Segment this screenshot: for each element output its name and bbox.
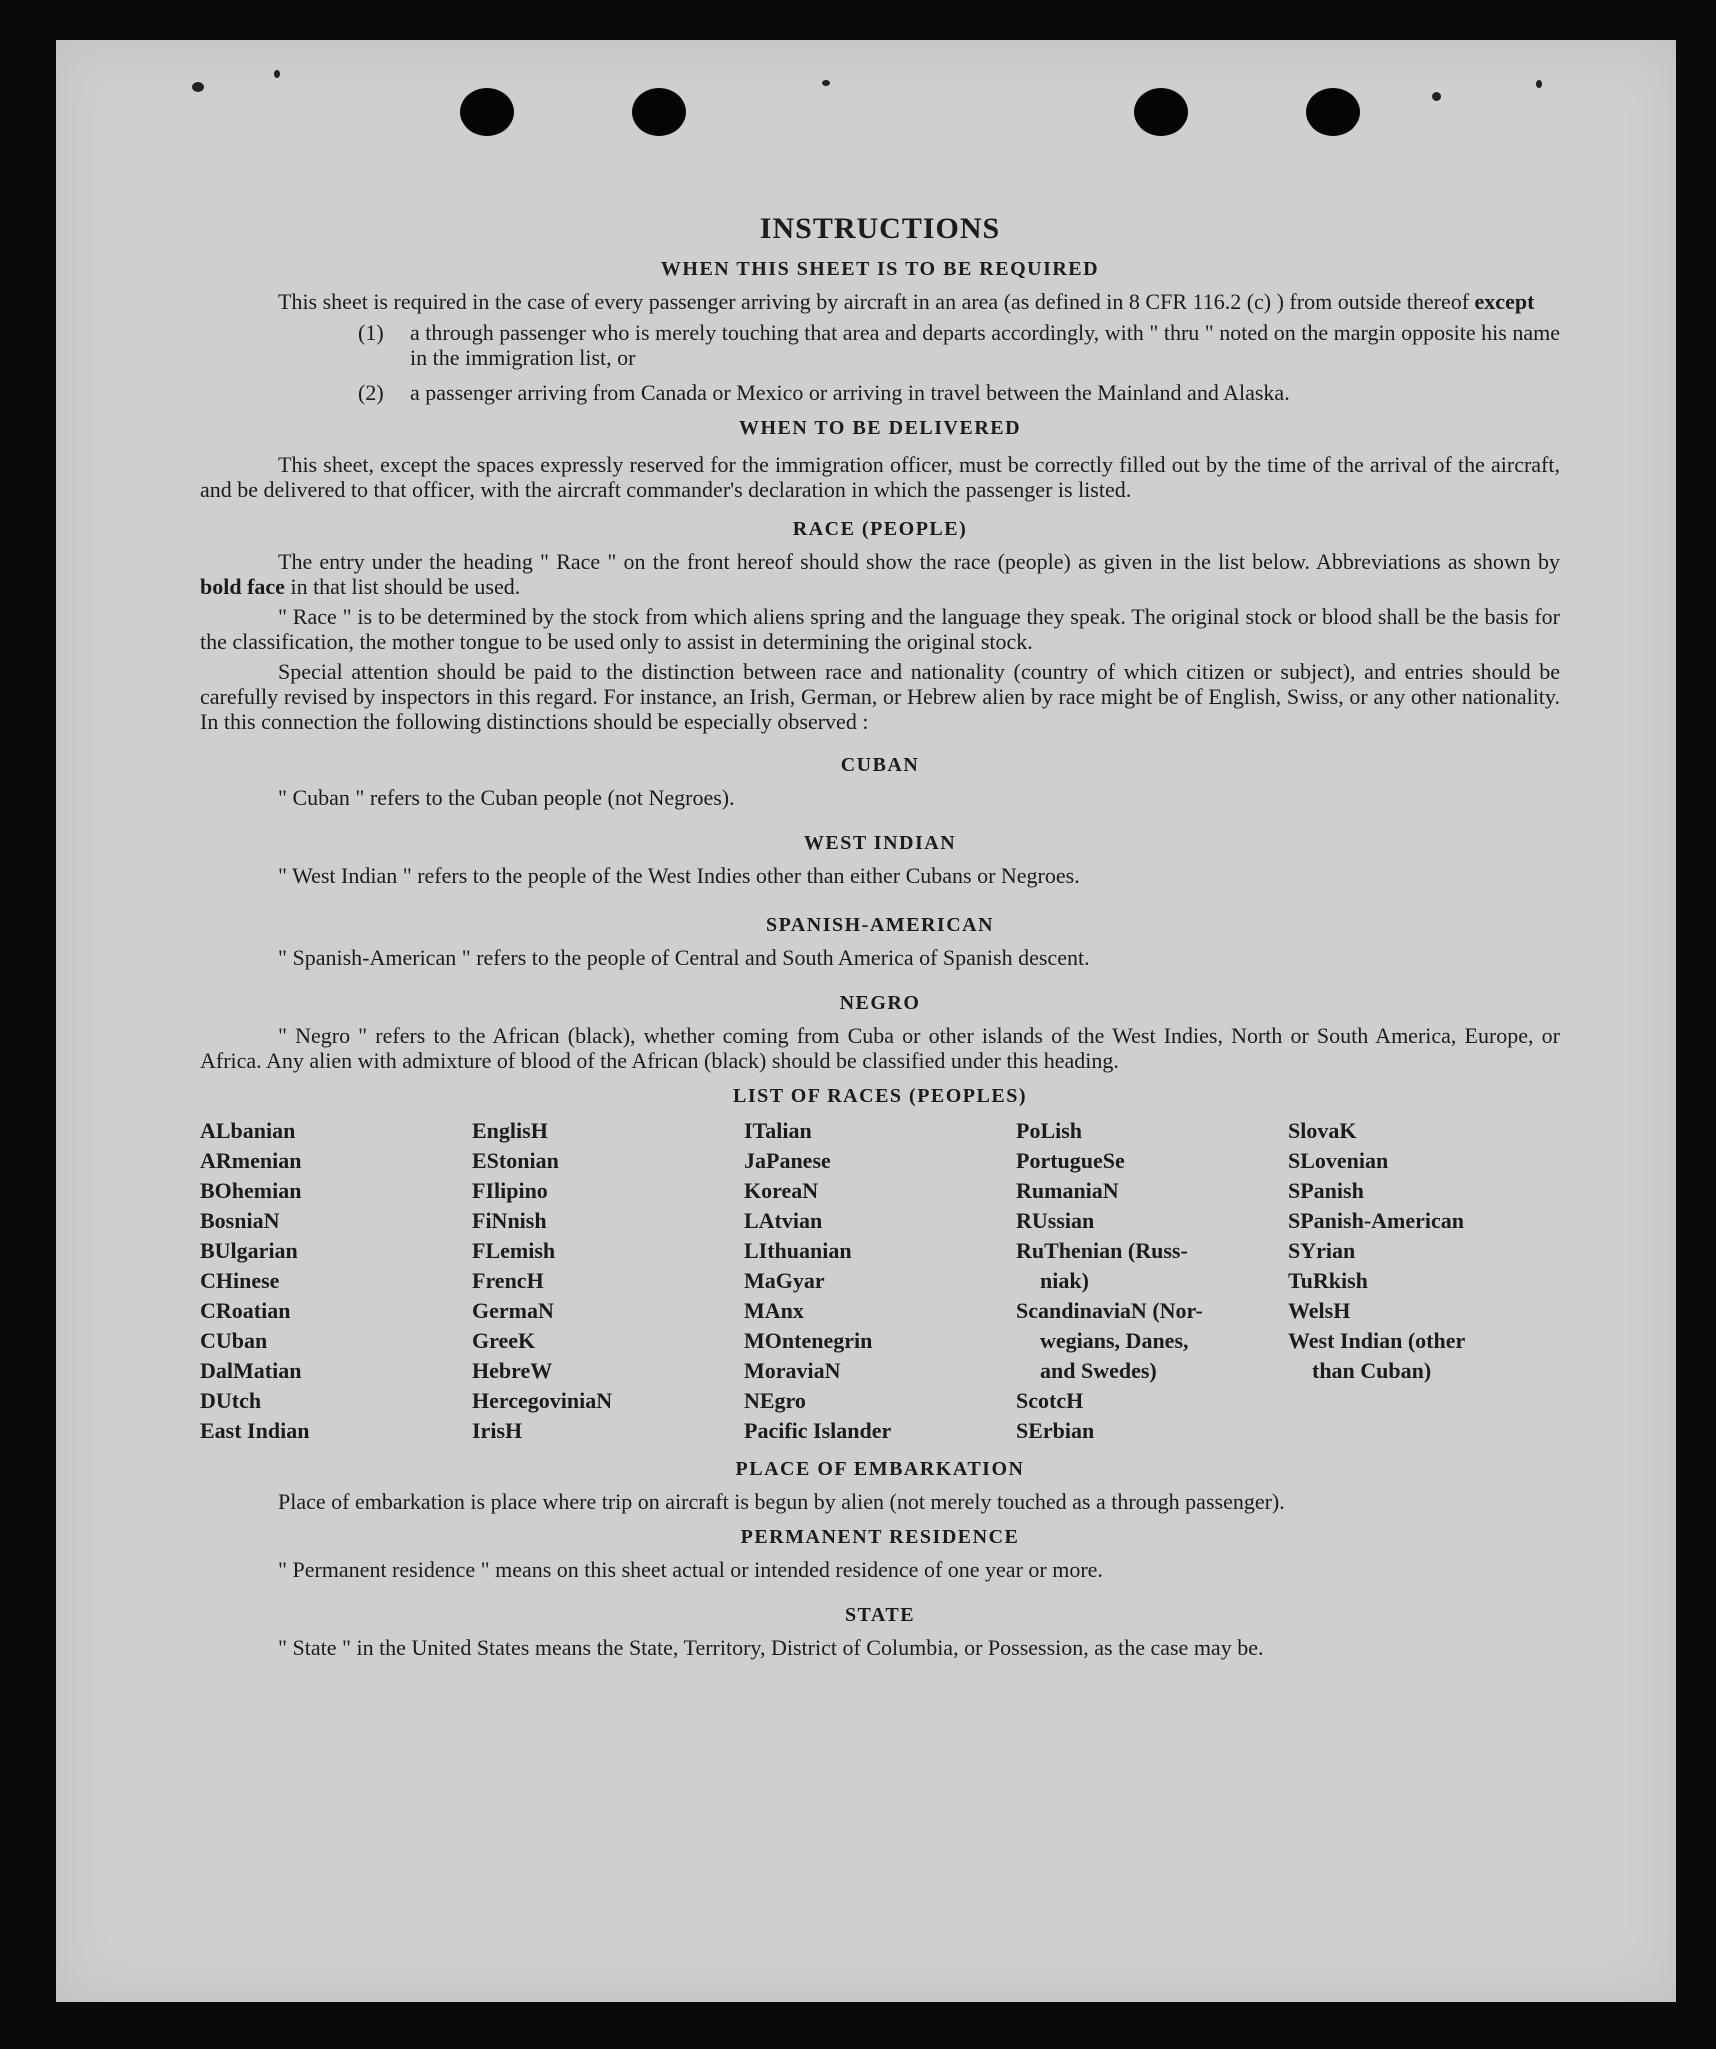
race-entry: TuRkish xyxy=(1288,1268,1368,1293)
punch-hole xyxy=(1134,88,1188,136)
race-paragraph-2: " Race " is to be determined by the stock from which aliens spring and the language they speak. The original stock or blood shall be the basis for the classification, the mother tongue to be used only to assist in determining the original stock. xyxy=(200,604,1560,654)
race-entry: RuThenian (Russ- xyxy=(1016,1238,1188,1263)
race-entry: SYrian xyxy=(1288,1238,1356,1263)
race-entry: IrisH xyxy=(472,1418,523,1443)
state-text: " State " in the United States means the State, Territory, District of Columbia, or Possession, as the case may be. xyxy=(278,1635,1264,1660)
delivered-text: This sheet, except the spaces expressly reserved for the immigration officer, must be correctly filled out by the time of the arrival of the aircraft, and be delivered to that officer, with the aircraft commander's declaration in which the passenger is listed. xyxy=(200,452,1560,502)
heading-race: RACE (PEOPLE) xyxy=(792,518,968,540)
speck xyxy=(1536,80,1542,88)
race-entry: FrencH xyxy=(472,1268,544,1293)
race-entry: WelsH xyxy=(1288,1298,1351,1323)
speck xyxy=(1432,92,1441,101)
race-entry: SLovenian xyxy=(1288,1148,1389,1173)
race-entry: niak) xyxy=(1040,1268,1089,1293)
negro-text: " Negro " refers to the African (black), whether coming from Cuba or other islands of the West Indies, North or South America, Europe, or Africa. Any alien with admixture of blood of the African (black) should be classified under this heading. xyxy=(200,1023,1560,1073)
race-entry: BosniaN xyxy=(200,1208,280,1233)
race-entry: HebreW xyxy=(472,1358,553,1383)
race-entry: and Swedes) xyxy=(1040,1358,1157,1383)
race-entry: MaGyar xyxy=(744,1268,825,1293)
race-entry: CUban xyxy=(200,1328,268,1353)
race-entry: than Cuban) xyxy=(1312,1358,1432,1383)
race-entry: BUlgarian xyxy=(200,1238,298,1263)
race-entry: ARmenian xyxy=(200,1148,302,1173)
punch-hole xyxy=(460,88,514,136)
punch-hole xyxy=(1306,88,1360,136)
cuban-text: " Cuban " refers to the Cuban people (not Negroes). xyxy=(278,785,735,810)
race-paragraph-1: The entry under the heading " Race " on the front hereof should show the race (people) as given in the list below. Abbreviations as shown by bold face in that list should be used. xyxy=(200,549,1560,599)
exception-item-1: (1) a through passenger who is merely touching that area and departs accordingly, with " thru " noted on the margin opposite his name in the immigration list, or xyxy=(358,320,1560,370)
race-entry: SlovaK xyxy=(1288,1118,1357,1143)
race-entry: MAnx xyxy=(744,1298,804,1323)
race-entry: FiNnish xyxy=(472,1208,547,1233)
punch-hole xyxy=(632,88,686,136)
race-entry: MoraviaN xyxy=(744,1358,841,1383)
permanent-residence-text: " Permanent residence " means on this sheet actual or intended residence of one year or more. xyxy=(278,1557,1103,1582)
race-entry: West Indian (other xyxy=(1288,1328,1466,1353)
race-entry: NEgro xyxy=(744,1388,806,1413)
race-entry: SPanish-American xyxy=(1288,1208,1464,1233)
race-entry: BOhemian xyxy=(200,1178,302,1203)
race-entry: CRoatian xyxy=(200,1298,291,1323)
heading-when-required: WHEN THIS SHEET IS TO BE REQUIRED xyxy=(660,258,1100,280)
race-entry: PoLish xyxy=(1016,1118,1083,1143)
race-entry: KoreaN xyxy=(744,1178,819,1203)
race-entry: RumaniaN xyxy=(1016,1178,1119,1203)
race-entry: LIthuanian xyxy=(744,1238,852,1263)
race-entry: ALbanian xyxy=(200,1118,296,1143)
page-title: INSTRUCTIONS xyxy=(759,212,1001,245)
heading-negro: NEGRO xyxy=(839,992,921,1014)
heading-spanish-american: SPANISH-AMERICAN xyxy=(765,914,995,936)
race-paragraph-3: Special attention should be paid to the distinction between race and nationality (country of which citizen or subject), and entries should be carefully revised by inspectors in this regard. For instance, an Irish, German, or Hebrew alien by race might be of English, Swiss, or any other nationality. In this connection the following distinctions should be especially observed : xyxy=(200,659,1560,734)
race-entry: DUtch xyxy=(200,1388,262,1413)
document-page xyxy=(56,40,1676,2002)
race-entry: JaPanese xyxy=(744,1148,831,1173)
heading-place-of-embarkation: PLACE OF EMBARKATION xyxy=(735,1458,1025,1480)
speck xyxy=(274,70,280,78)
race-entry: EStonian xyxy=(472,1148,559,1173)
race-entry: CHinese xyxy=(200,1268,280,1293)
embarkation-text: Place of embarkation is place where trip on aircraft is begun by alien (not merely touched as a through passenger). xyxy=(278,1489,1285,1514)
race-entry: East Indian xyxy=(200,1418,310,1443)
race-entry: MOntenegrin xyxy=(744,1328,873,1353)
race-entry: GreeK xyxy=(472,1328,536,1353)
race-entry: GermaN xyxy=(472,1298,554,1323)
race-entry: HercegoviniaN xyxy=(472,1388,613,1413)
race-entry: EnglisH xyxy=(472,1118,548,1143)
instructions-body xyxy=(200,170,1560,1660)
races-table xyxy=(200,1116,1560,1446)
required-intro-bold: except xyxy=(1474,289,1535,314)
race-entry: PortugueSe xyxy=(1016,1148,1125,1173)
required-intro: This sheet is required in the case of every passenger arriving by aircraft in an area (as defined in 8 CFR 116.2 (c) ) from outside thereof except xyxy=(278,289,1535,314)
races-column-5 xyxy=(1288,1116,1560,1446)
race-entry: SErbian xyxy=(1016,1418,1095,1443)
race-entry: ITalian xyxy=(744,1118,812,1143)
races-column-1 xyxy=(200,1116,472,1446)
race-entry: SPanish xyxy=(1288,1178,1364,1203)
race-entry: Pacific Islander xyxy=(744,1418,892,1443)
race-entry: ScotcH xyxy=(1016,1388,1084,1413)
race-entry: FIlipino xyxy=(472,1178,548,1203)
west-indian-text: " West Indian " refers to the people of the West Indies other than either Cubans or Negroes. xyxy=(278,863,1080,888)
heading-cuban: CUBAN xyxy=(840,754,920,776)
heading-state: STATE xyxy=(844,1604,916,1626)
heading-list-of-races: LIST OF RACES (PEOPLES) xyxy=(732,1085,1027,1107)
race-entry: FLemish xyxy=(472,1238,556,1263)
race-entry: ScandinaviaN (Nor- xyxy=(1016,1298,1203,1323)
race-entry: LAtvian xyxy=(744,1208,823,1233)
speck xyxy=(192,82,204,92)
speck xyxy=(822,80,830,86)
race-entry: wegians, Danes, xyxy=(1040,1328,1189,1353)
race-entry: RUssian xyxy=(1016,1208,1095,1233)
races-column-4 xyxy=(1016,1116,1288,1446)
exception-item-2: (2) a passenger arriving from Canada or Mexico or arriving in travel between the Mainland and Alaska. xyxy=(358,380,1290,405)
race-entry: DalMatian xyxy=(200,1358,302,1383)
spanish-american-text: " Spanish-American " refers to the people of Central and South America of Spanish descent. xyxy=(278,945,1090,970)
heading-west-indian: WEST INDIAN xyxy=(803,832,957,854)
races-column-3 xyxy=(744,1116,1016,1446)
heading-permanent-residence: PERMANENT RESIDENCE xyxy=(740,1526,1020,1548)
heading-when-delivered: WHEN TO BE DELIVERED xyxy=(738,417,1022,439)
races-column-2 xyxy=(472,1116,744,1446)
